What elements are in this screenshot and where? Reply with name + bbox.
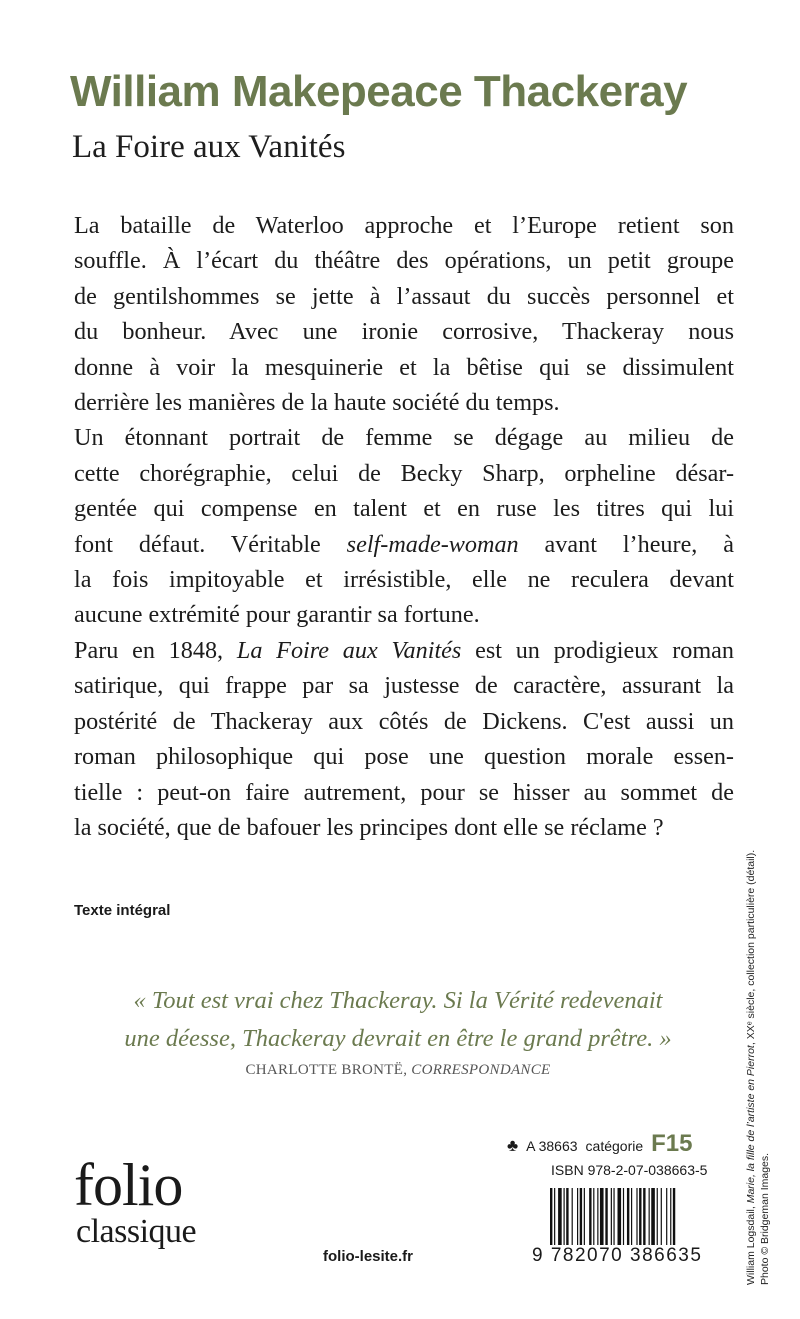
- blurb-line: Un étonnant portrait de femme se dégage au milieu de: [74, 424, 734, 452]
- quote-attribution: [88, 1062, 708, 1079]
- folio-classique-logo: [74, 1152, 197, 1252]
- blurb-line-mixed: [74, 633, 734, 668]
- blurb-text: font défaut. Véritable: [74, 530, 347, 558]
- quote-line: une déesse, Thackeray devrait en être le grand prêtre. »: [124, 1025, 672, 1052]
- website-link[interactable]: folio-lesite.fr: [323, 1248, 414, 1265]
- blurb-line: la société, que de bafouer les principes dont elle se réclame ?: [74, 813, 664, 841]
- blurb-line: de gentilshommes se jette à l’assaut du succès personnel et: [74, 282, 734, 310]
- blurb-line-mixed: [74, 527, 734, 562]
- catalog-number: A 38663: [526, 1138, 578, 1154]
- back-cover-blurb: [74, 208, 734, 845]
- blurb-line: souffle. À l’écart du théâtre des opérations, un petit groupe: [74, 247, 734, 275]
- quote-line: « Tout est vrai chez Thackeray. Si la Vérité redevenait: [133, 987, 663, 1014]
- quote-author: CHARLOTTE BRONTË,: [245, 1062, 412, 1078]
- credit-painter: William Logsdail,: [745, 1203, 757, 1285]
- blurb-line: du bonheur. Avec une ironie corrosive, Thackeray nous: [74, 318, 734, 346]
- blurb-italic: self-made-woman: [346, 530, 519, 558]
- credit-details: , XXᵉ siècle, collection particulière (détail).: [745, 849, 757, 1046]
- blurb-italic: La Foire aux Vanités: [236, 636, 462, 664]
- book-title: La Foire aux Vanités: [72, 129, 346, 165]
- isbn: ISBN 978-2-07-038663-5: [551, 1162, 708, 1178]
- pull-quote: [88, 982, 708, 1058]
- blurb-line: aucune extrémité pour garantir sa fortune.: [74, 601, 480, 629]
- quote-work: CORRESPONDANCE: [411, 1062, 551, 1078]
- author-name: William Makepeace Thackeray: [70, 67, 688, 116]
- photo-credit: [744, 850, 772, 1285]
- blurb-line: la fois impitoyable et irrésistible, elle ne reculera devant: [74, 566, 734, 594]
- credit-line2: Photo © Bridgeman Images.: [759, 1152, 771, 1285]
- blurb-line: tielle : peut-on faire autrement, pour se hisser au sommet de: [74, 778, 734, 806]
- blurb-line: gentée qui compense en talent et en ruse les titres qui lui: [74, 495, 734, 523]
- blurb-line: derrière les manières de la haute société du temps.: [74, 389, 560, 417]
- blurb-line: cette chorégraphie, celui de Becky Sharp, orpheline désar-: [74, 459, 734, 487]
- blurb-line: donne à voir la mesquinerie et la bêtise qui se dissimulent: [74, 353, 734, 381]
- credit-painting: Marie, la fille de l’artiste en Pierrot: [745, 1045, 757, 1204]
- logo-folio: folio: [74, 1152, 183, 1218]
- logo-classique: classique: [76, 1213, 197, 1250]
- credit-line1: [744, 850, 758, 1285]
- category-label: catégorie: [585, 1138, 644, 1154]
- blurb-line: postérité de Thackeray aux côtés de Dickens. C'est aussi un: [74, 707, 734, 735]
- barcode-number: 9 782070 386635: [532, 1245, 716, 1267]
- gallimard-tree-icon: ♣: [507, 1136, 519, 1155]
- texte-integral-label: Texte intégral: [74, 902, 171, 919]
- blurb-line: roman philosophique qui pose une question morale essen-: [74, 743, 734, 771]
- blurb-line: satirique, qui frappe par sa justesse de caractère, assurant la: [74, 672, 734, 700]
- category-code: F15: [651, 1130, 693, 1157]
- blurb-text: avant l’heure, à: [518, 530, 734, 558]
- catalog-codes: [507, 1130, 707, 1178]
- blurb-line: La bataille de Waterloo approche et l’Europe retient son: [74, 212, 734, 239]
- blurb-text: est un prodigieux roman: [461, 636, 734, 664]
- blurb-text: Paru en 1848,: [74, 636, 237, 664]
